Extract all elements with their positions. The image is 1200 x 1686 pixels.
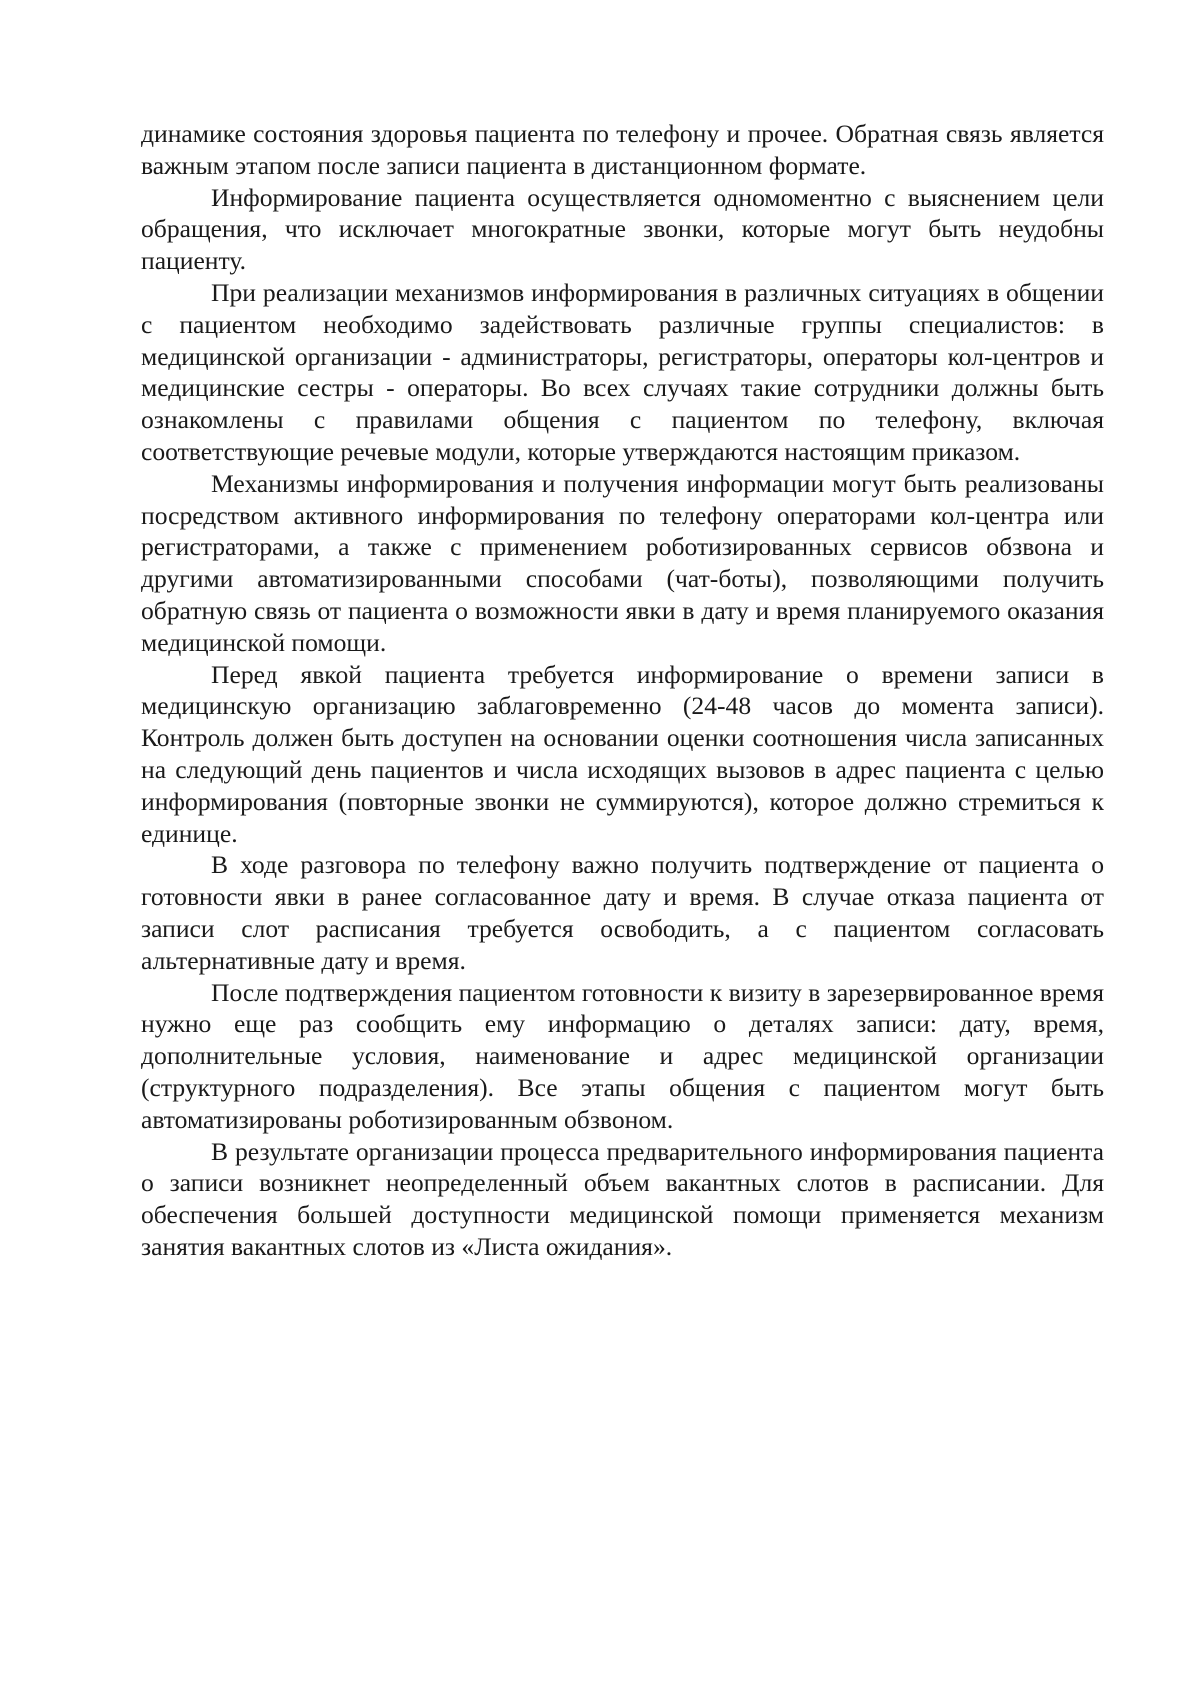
paragraph-specialist-groups: При реализации механизмов информирования в различных ситуациях в общении с пациентом необходимо задействовать различные группы специалистов: в медицинской организации - администраторы, регистраторы, операторы кол-центров и медицинские сестры - операторы. Во всех случаях такие сотрудники должны быть ознакомлены с правилами общения с пациентом по телефону, включая соответствующие речевые модули, которые утверждаются настоящим приказом. xyxy=(141,277,1104,466)
paragraph-advance-informing: Перед явкой пациента требуется информирование о времени записи в медицинскую организацию заблаговременно (24-48 часов до момента записи). Контроль должен быть доступен на основании оценки соотношения числа записанных на следующий день пациентов и числа исходящих вызовов в адрес пациента с целью информирования (повторные звонки не суммируются), которое должно стремиться к единице. xyxy=(141,659,1104,848)
paragraph-confirmation: В ходе разговора по телефону важно получить подтверждение от пациента о готовности явки в ранее согласованное дату и время. В случае отказа пациента от записи слот расписания требуется освободить, а с пациентом согласовать альтернативные дату и время. xyxy=(141,850,1104,975)
paragraph-appointment-details: После подтверждения пациентом готовности к визиту в зарезервированное время нужно еще раз сообщить ему информацию о деталях записи: дату, время, дополнительные условия, наименование и адрес медицинской организации (структурного подразделения). Все этапы общения с пациентом могут быть автоматизированы роботизированным обзвоном. xyxy=(141,977,1104,1134)
paragraph-feedback-continuation: динамике состояния здоровья пациента по телефону и прочее. Обратная связь является важным этапом после записи пациента в дистанционном формате. xyxy=(141,119,1104,180)
paragraph-informing-mechanisms: Механизмы информирования и получения информации могут быть реализованы посредством активного информирования по телефону операторами кол-центра или регистраторами, а также с применением роботизированных сервисов обзвона и другими автоматизированными способами (чат-боты), позволяющими получить обратную связь от пациента о возможности явки в дату и время планируемого оказания медицинской помощи. xyxy=(141,468,1104,657)
document-body xyxy=(141,118,1104,1263)
paragraph-informing-at-once: Информирование пациента осуществляется одномоментно с выяснением цели обращения, что исключает многократные звонки, которые могут быть неудобны пациенту. xyxy=(141,182,1104,276)
paragraph-vacant-slots: В результате организации процесса предварительного информирования пациента о записи возникнет неопределенный объем вакантных слотов в расписании. Для обеспечения большей доступности медицинской помощи применяется механизм занятия вакантных слотов из «Листа ожидания». xyxy=(141,1136,1104,1261)
